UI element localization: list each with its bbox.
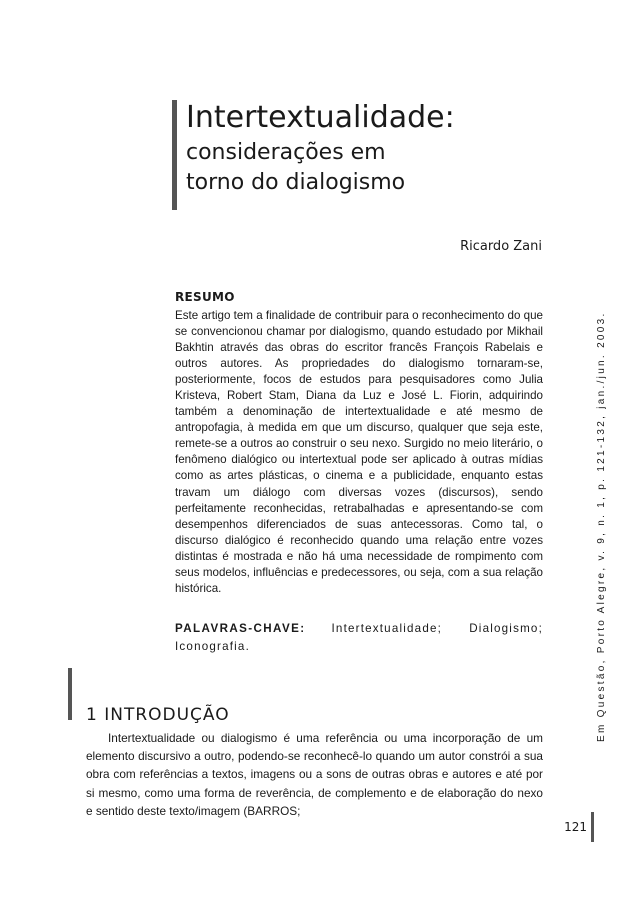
intro-paragraph: Intertextualidade ou dialogismo é uma referência ou uma incorporação de um elemento discursivo a outro, podendo-se reconhecê-lo quando um autor constrói a sua obra com referências a textos, imagens ou a sons de outras obras e autores e até por si mesmo, como uma forma de reverência, de complemento e de elaboração do nexo e sentido deste texto/imagem (BARROS; [86, 731, 543, 818]
title-accent-bar [172, 100, 177, 210]
section-accent-bar [68, 668, 72, 720]
keywords-text: Intertextualidade; Dialogismo; Iconografia. [175, 622, 543, 653]
journal-reference: Em Questão, Porto Alegre, v. 9, n. 1, p. 121-132, jan./jun. 2003. [596, 311, 607, 742]
title-subtitle-line-2: torno do dialogismo [186, 170, 406, 195]
page-number: 121 [564, 820, 587, 834]
keywords [175, 620, 543, 656]
page-number-bar [591, 812, 594, 842]
abstract [175, 290, 543, 597]
article-title [186, 98, 566, 198]
title-subtitle-line-1: considerações em [186, 140, 386, 165]
section-heading: 1 INTRODUÇÃO [86, 705, 230, 725]
title-main: Intertextualidade: [186, 100, 455, 135]
abstract-heading: RESUMO [175, 290, 235, 304]
abstract-text: Este artigo tem a finalidade de contribuir para o reconhecimento do que se convencionou chamar por dialogismo, quando estudado por Mikhail Bakhtin através das obras do escritor francês François Rabelais e outros autores. As propriedades do dialogismo tornaram-se, posteriormente, focos de estudos para pesquisadores como Julia Kristeva, Robert Stam, Diana da Luz e José L. Fiorin, adquirindo também a denominação de intertextualidade e até mesmo de antropofagia, à medida em que um discurso, qualquer que seja este, remete-se a outros ao construir o seu nexo. Surgido no meio literário, o fenômeno dialógico ou intertextual pode ser aplicado à outras mídias como as artes plásticas, o cinema e a publicidade, enquanto estas travam um diálogo com diversas vozes (discursos), sendo perfeitamente reconhecidas, retrabalhadas e apresentando-se com desempenhos diferenciados de suas antecessoras. Como tal, o discurso dialógico é reconhecido quando uma relação entre vozes distintas é mostrada e não há uma necessidade de rompimento com seus modelos, influências e predecessores, ou seja, com a sua relação histórica. [175, 309, 544, 595]
author-name: Ricardo Zani [460, 239, 542, 254]
keywords-label: PALAVRAS-CHAVE: [175, 622, 306, 635]
